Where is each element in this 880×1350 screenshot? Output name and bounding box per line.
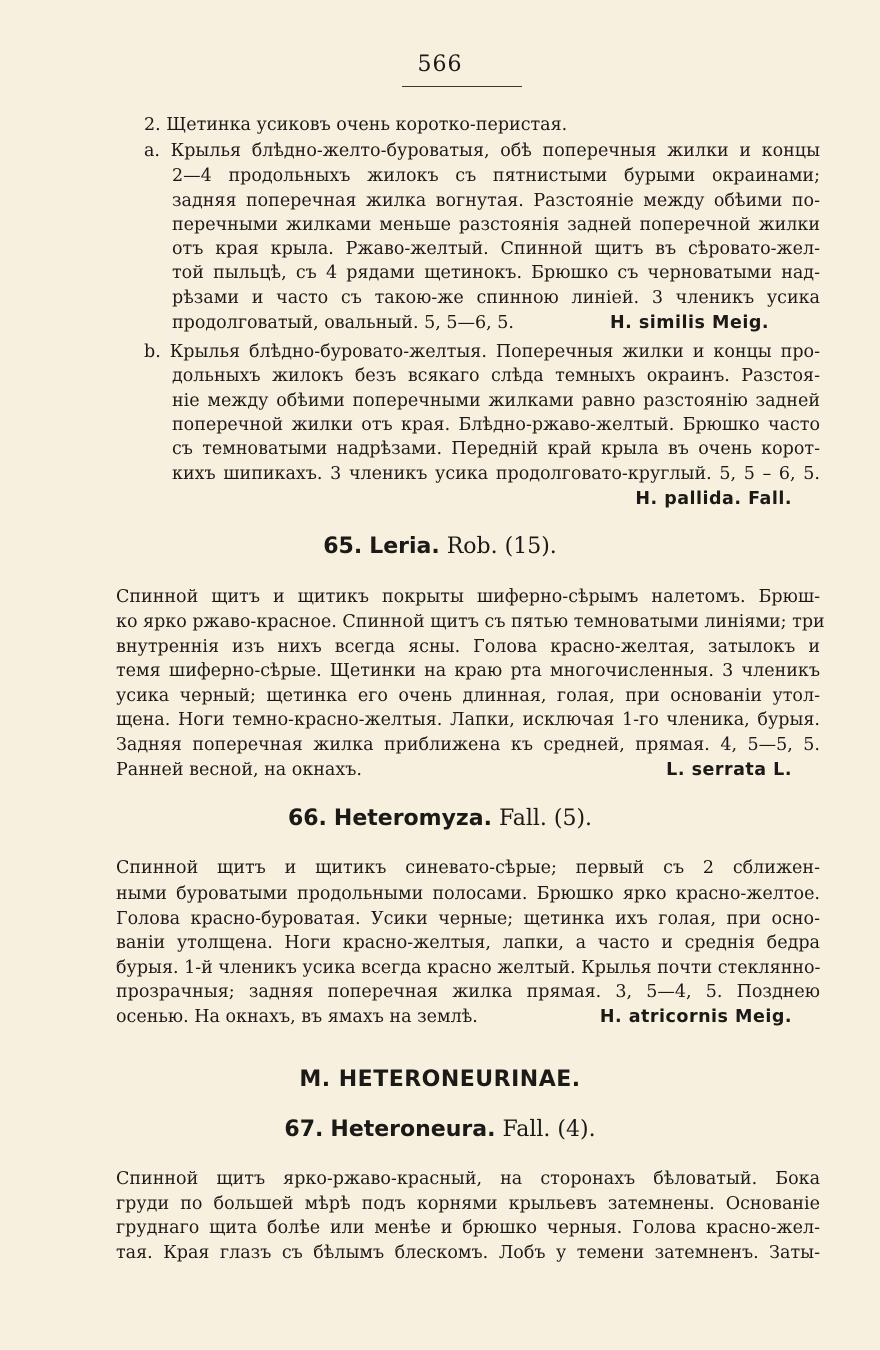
genus-name: Heteromyza.: [333, 806, 492, 831]
text-line: ными буроватыми продольными полосами. Брюшко ярко красно-желтое.: [116, 884, 820, 904]
genus-author: Fall.: [498, 806, 547, 831]
genus-author: Fall.: [502, 1117, 551, 1142]
text-line: b. Крылья блѣдно-буровато-желтыя. Поперечныя жилки и концы про-: [144, 342, 820, 362]
text-line: Голова красно-буроватая. Усики черные; щетинка ихъ голая, при осно-: [116, 909, 820, 929]
genus-name: Heteroneura.: [330, 1117, 496, 1142]
species-name: H. pallida. Fall.: [635, 489, 792, 509]
header-rule: [402, 86, 522, 87]
genus-count: (4).: [557, 1117, 596, 1142]
text-line: задняя поперечная жилка вогнутая. Разстояніе между обѣими по-: [172, 191, 820, 211]
species-name: H. similis Meig.: [610, 313, 769, 333]
text-line: той пыльцѣ, съ 4 рядами щетинокъ. Брюшко съ черноватыми над-: [172, 263, 820, 283]
genus-number: 65.: [323, 534, 363, 559]
page-number: 566: [417, 52, 463, 77]
genus-number: 67.: [284, 1117, 324, 1142]
genus-count: (5).: [553, 806, 593, 831]
subfamily-heading: M. HETERONEURINAE.: [299, 1067, 581, 1092]
text-line: Задняя поперечная жилка приближена къ средней, прямая. 4, 5—5, 5.: [116, 735, 820, 755]
section-heading-66: [0, 806, 880, 831]
text-line: съ темноватыми надрѣзами. Передній край крыла въ очень корот-: [172, 439, 820, 459]
text-line: Ранней весной, на окнахъ.: [116, 760, 362, 780]
text-line: усика черный; щетинка его очень длинная, голая, при основаніи утол-: [116, 686, 820, 706]
text-line: рѣзами и часто съ такою-же спинною линіей. 3 члeникъ усика: [172, 288, 820, 308]
text-line: 2—4 продольныхъ жилокъ съ пятнистыми бурыми окраинами;: [172, 166, 820, 186]
text-line: ніе между обѣими поперечными жилками равно разстоянію задней: [172, 391, 820, 411]
genus-count: (15).: [504, 534, 557, 559]
text-line: темя шиферно-сѣрые. Щетинки на краю рта многочисленныя. 3 члeникъ: [116, 661, 820, 681]
text-line: отъ края крыла. Ржаво-желтый. Спинной щитъ въ сѣровато-жел-: [172, 239, 820, 259]
text-line: дольныхъ жилокъ безъ всякаго слѣда темныхъ окраинъ. Разстоя-: [172, 366, 820, 386]
text-line: поперечной жилки отъ края. Блѣдно-ржаво-желтый. Брюшко часто: [172, 415, 820, 435]
text-line: ваніи утолщена. Ноги красно-желтыя, лапки, а часто и среднія бедра: [116, 933, 820, 953]
text-line: кихъ шипикахъ. 3 членикъ усика продолговато-круглый. 5, 5 – 6, 5.: [172, 464, 820, 484]
text-line: a. Крылья блѣдно-желто-буроватыя, обѣ поперечныя жилки и концы: [144, 141, 820, 161]
section-heading-67: [0, 1117, 880, 1142]
text-line: щена. Ноги темно-красно-желтыя. Лапки, исключая 1-го членика, бурыя.: [116, 710, 820, 730]
text-line: Спинной щитъ и щитикъ синевато-сѣрые; первый съ 2 сближен-: [116, 858, 820, 878]
text-line: внутреннія изъ нихъ всегда ясны. Голова красно-желтая, затылокъ и: [116, 637, 820, 657]
text-line: прозрачныя; задняя поперечная жилка прямая. 3, 5—4, 5. Позднею: [116, 982, 820, 1002]
text-line: груди по большей мѣрѣ подъ корнями крыльевъ затемнены. Основаніе: [116, 1194, 820, 1214]
genus-name: Leria.: [369, 534, 440, 559]
text-line: осенью. На окнахъ, въ ямахъ на землѣ.: [116, 1007, 478, 1027]
text-line: перечными жилками меньше разстоянія задней поперечной жилки: [172, 215, 820, 235]
couplet-head: 2. Щетинка усиковъ очень коротко-перистая.: [144, 115, 568, 135]
species-name: H. atricornis Meig.: [599, 1007, 792, 1027]
genus-number: 66.: [287, 806, 327, 831]
text-line: бурыя. 1-й членикъ усика всегда красно желтый. Крылья почти стеклянно-: [116, 958, 821, 978]
text-line: продолговатый, овальный. 5, 5—6, 5.: [172, 313, 514, 333]
text-line: тая. Края глазъ съ бѣлымъ блескомъ. Лобъ у темени затемненъ. Заты-: [116, 1243, 820, 1263]
text-line: груднаго щита болѣе или менѣе и брюшко черныя. Голова красно-жел-: [116, 1218, 820, 1238]
section-heading-65: [0, 534, 880, 559]
text-line: ко ярко ржаво-красное. Спинной щитъ съ пятью темноватыми линіями; три: [116, 612, 825, 632]
species-name: L. serrata L.: [666, 760, 792, 780]
text-line: Спинной щитъ и щитикъ покрыты шиферно-сѣрымъ налетомъ. Брюш-: [116, 587, 820, 607]
text-line: Спинной щитъ ярко-ржаво-красный, на сторонахъ бѣловатый. Бока: [116, 1169, 820, 1189]
genus-author: Rob.: [446, 534, 498, 559]
